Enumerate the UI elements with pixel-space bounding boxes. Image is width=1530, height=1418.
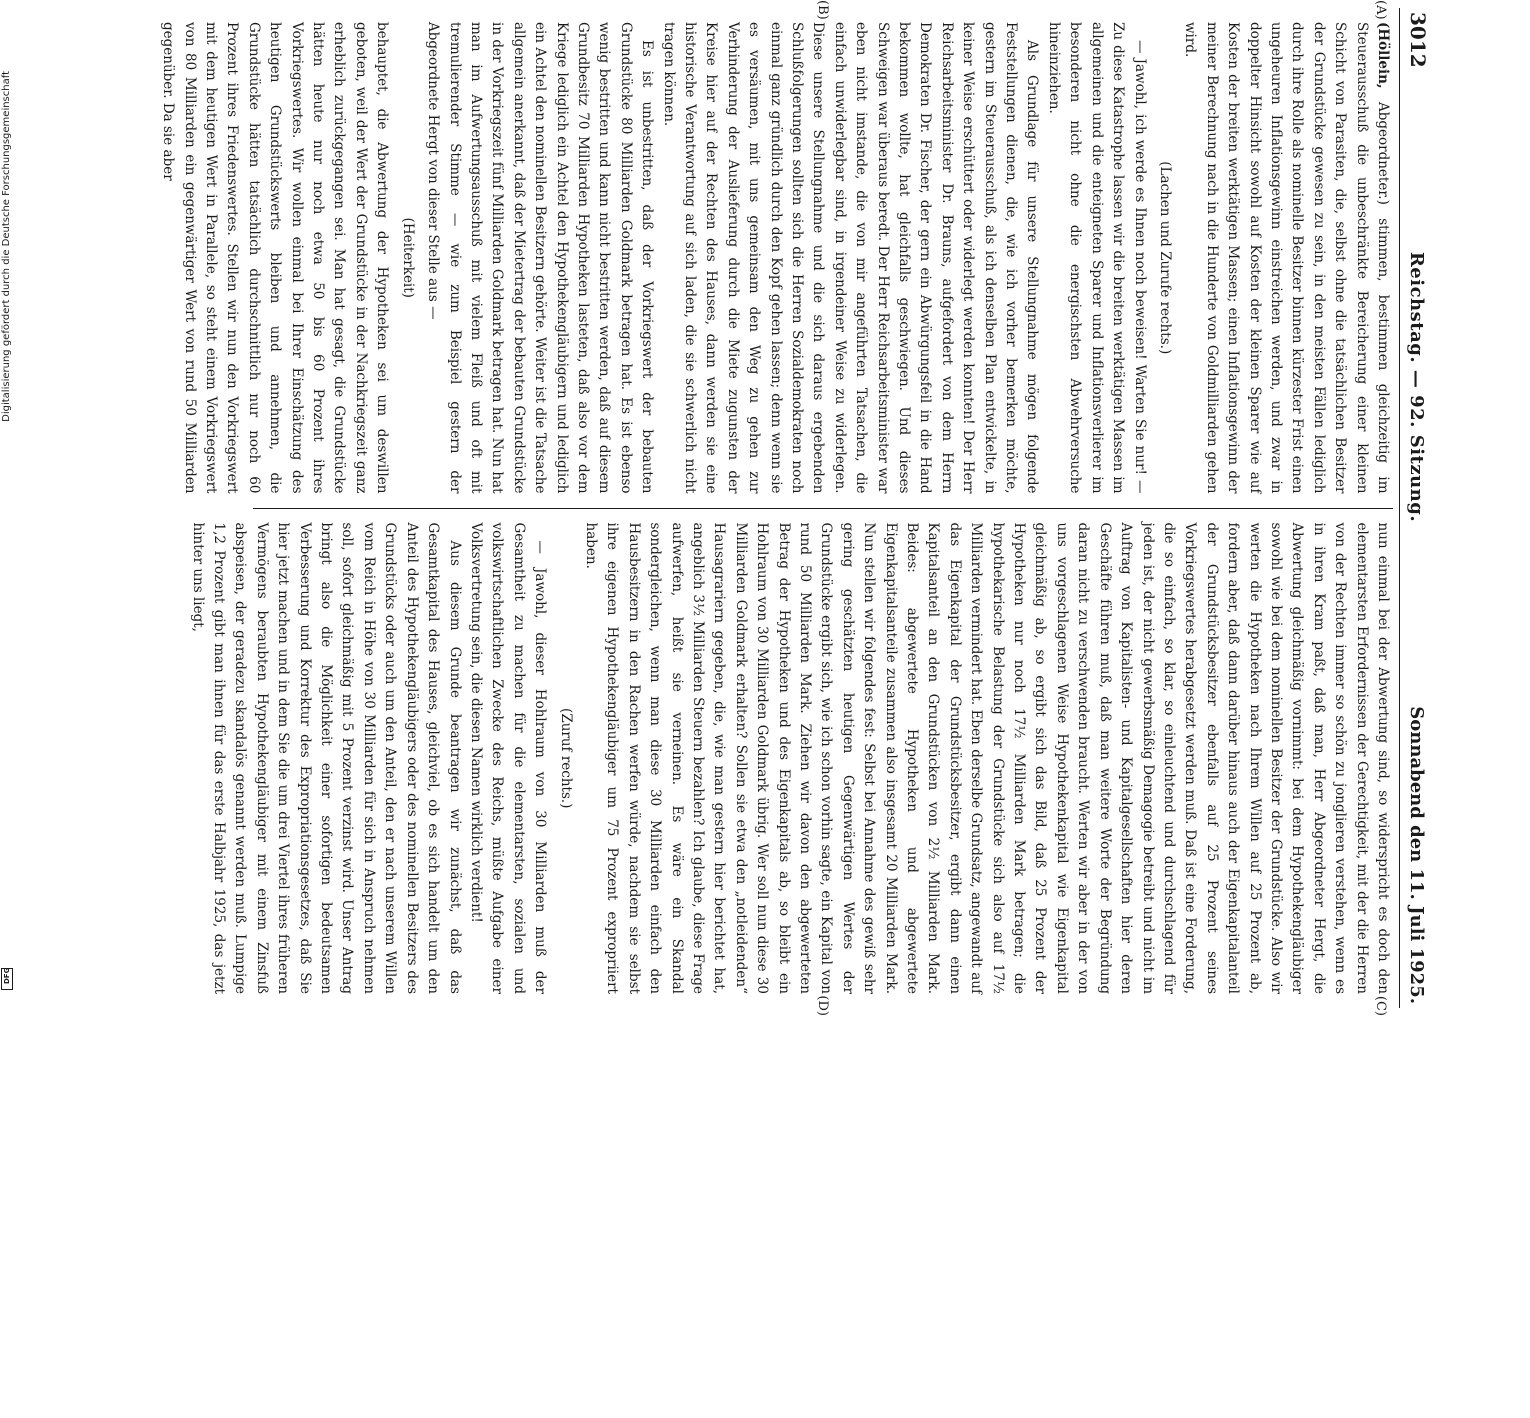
right-paragraph-3: Aus diesem Grunde beantragen wir zunächst, daß das Gesamtkapital des Hauses, gleichviel, ob es sich handelt um den Anteil des Hypothekengläubigers oder des nominellen Besitzers des Grundstücks oder auch um den Anteil, den er nach unserem Willen vom Reich in Höhe von 30 Milliarden für sich in Anspruch nehmen soll, sofort gleichmäßig mit 5 Prozent verzinst wird. Unser Antrag bringt also die Möglichkeit einer sofortigen bedeutsamen Verbesserung und Korrektur des Expropriationsgesetzes, daß Sie hier jetzt machen und in dem Sie die um drei Viertel ihres früheren Vermögens beraubten Hypothekengläubiger mit einem Zinsfuß abspeisen, der geradezu skandalös genannt werden muß. Lumpige 1,2 Prozent gibt man ihnen für das erste Halbjahr 1925, das jetzt hinter uns liegt, (189, 522, 463, 994)
speaker-role: Abgeordneter.) (1375, 101, 1391, 205)
margin-marker-a: (A) (1373, 0, 1388, 20)
digitization-notice (0, 0, 14, 1000)
left-paragraph-1 (1179, 22, 1393, 494)
left-column (160, 0, 1393, 508)
text-columns (160, 0, 1393, 1016)
left-paragraph-5: behauptet, die Abwertung der Hypotheken sei um deswillen geboten, weil der Wert der Grundstücke in der Nachkriegszeit ganz erheblich zurückgegangen sei. Man hat gesagt, die Grundstücke hätten heute nur noch etwa 50 bis 60 Prozent ihres Vorkriegswertes. Wir wollen einmal bei Ihrer Einschätzung des heutigen Grundstückswerts bleiben und annehmen, die Grundstücke hätten tatsächlich durchschnittlich nur noch 60 Prozent ihres Friedenswertes. Stellen wir nun den Vorkriegswert mit dem heutigen Wert in Parallele, so steht einem Vorkriegswert von 80 Milliarden ein gegenwärtiger Wert von rund 50 Milliarden gegenüber. Da sie aber (160, 22, 391, 494)
left-paragraph-4: Es ist unbestritten, daß der Vorkriegswert der bebauten Grundstücke 80 Milliarden Goldmark betragen hat. Es ist ebenso wenig bestritten und kann nicht bestritten werden, daß auf diesem Grundbesitz 70 Milliarden Hypotheken lasteten, daß also vor dem Kriege lediglich ein Achtel den Hypothekengläubigern und lediglich ein Achtel den nominellen Besitzern gehörte. Weiter ist die Tatsache allgemein anerkannt, daß der Mietertrag der bebauten Grundstücke in der Vorkriegszeit fünf Milliarden Goldmark betragen hat. Nun hat man im Aufwertungsausschuß mit vielem Fleiß und oft mit tremulierender Stimme — wie zum Beispiel gestern der Abgeordnete Hergt von dieser Stelle aus — (425, 22, 656, 494)
right-column (189, 508, 1393, 1016)
left-paragraph-1-text: stimmen, bestimmen gleichzeitig im Steuerausschuß die unbeschränkte Bereicherung einer kleinen Schicht von Parasiten, die, selbst ohne die tatsächlichen Besitzer der Grundstücke gewesen zu sein, in den meisten Fällen lediglich durch ihre Rolle als nominelle Besitzer binnen kürzester Frist einen ungeheuren Inflationsgewinn einstreichen werden, und zwar in doppelter Hinsicht sowohl auf Kosten der kleinen Sparer wie auf Kosten der breiten werktätigen Massen; einen Inflationsgewinn der meiner Berechnung nach in die Hunderte von Goldmilliarden gehen wird. (1182, 22, 1391, 494)
page-number: 3012 (1406, 12, 1430, 68)
page-title: Reichstag. — 92. Sitzung. (1406, 251, 1427, 523)
right-paragraph-2: — Jawohl, dieser Hohlraum von 30 Milliarden muß der Gesamtheit zu machen für die elementarsten, sozialen und volkswirtschaftlichen Zwecke des Reichs, müßte Aufgabe einer Volksvertretung sein, die diesen Namen wirklich verdient! (467, 522, 549, 994)
margin-marker-c: (C) (1373, 995, 1388, 1016)
session-date: Sonnabend den 11. Juli 1925. (1406, 706, 1427, 1004)
scanned-page (120, 0, 1430, 1418)
right-paragraph-1: nun einmal bei der Abwertung sind, so widerspricht es doch den elementarsten Erfordernissen der Gerechtigkeit, mit der die Herren von der Rechten immer so schön zu jonglieren verstehen, wenn es in ihren Kram paßt, daß man, Herr Abgeordneter Hergt, die Abwertung gleichmäßig vornimmt: bei dem Hypothekengläubiger sowohl wie bei dem nominellen Besitzer der Grundstücke. Also wir werten die Hypotheken nach Ihrem Willen auf 25 Prozent ab, fordern aber, daß dann darüber hinaus auch der Eigenkapitalanteil der Grundstücksbesitzer ebenfalls auf 25 Prozent seines Vorkriegswertes herabgesetzt werden muß. Daß ist eine Forderung, die so einfach, so klar, so einleuchtend und durchschlagend für jeden ist, der nicht gewerbsmäßig Demagogie betreibt und nicht im Auftrag von Kapitalisten- und Kapitalgesellschaften hier deren Geschäfte führen muß, daß man weitere Worte der Begründung daran nicht zu verschwenden braucht. Werten wir aber in der von uns vorgeschlagenen Weise Hypothekenkapital wie Eigenkapital gleichmäßig ab, so ergibt sich das Bild, daß 25 Prozent der Hypotheken nur noch 17½ Milliarden Mark betragen; die hypothekarische Belastung der Grundstücke sich also auf 17½ Milliarden vermindert hat. Eben derselbe Grundsatz, angewandt auf das Eigenkapital der Grundstücksbesitzer, ergibt dann einen Kapitalsanteil an den Grundstücken von 2½ Milliarden Mark. Beides: abgewertete Hypotheken und abgewertete Eigenkapitalsanteile zusammen also insgesamt 20 Milliarden Mark. Nun stellen wir folgendes fest: Selbst bei Annahme des gewiß sehr gering geschätzten heutigen Gegenwärtigen Wertes der Grundstücke ergibt sich, wie ich schon vorhin sagte, ein Kapital von rund 50 Milliarden Mark. Ziehen wir davon den abgewerteten Betrag der Hypotheken und des Eigenkapitals ab, so bleibt ein Hohlraum von 30 Milliarden Goldmark übrig. Wer soll nun diese 30 Milliarden Goldmark erhalten? Sollen sie etwa den „notleidenden“ Hausagrariern gegeben, die, wie man gestern hier berichtet hat, angeblich 3½ Milliarden Steuern bezahlen? Ich glaube, diese Frage aufwerfen, heißt sie verneinen. Es wäre ein Skandal sondergleichen, wenn man diese 30 Milliarden einfach den Hausbesitzern in den Rachen werfen würde, nachdem sie selbst ihre eigenen Hypothekengläubiger um 75 Prozent expropriiert haben. (582, 522, 1391, 994)
page-content (160, 0, 1430, 1016)
page-frame (120, 0, 1530, 1088)
margin-marker-d: (D) (815, 995, 830, 1016)
page-header (1399, 8, 1430, 1008)
digitization-notice-text: Digitalisierung gefördert durch die Deutsche Forschungsgemeinschaft (1, 71, 12, 422)
margin-marker-b: (B) (815, 0, 830, 20)
stage-direction: (Lachen und Zurufe rechts.) (1156, 161, 1173, 355)
dfg-logo-icon: DFG (1, 968, 13, 990)
left-paragraph-2: — Jawohl, ich werde es Ihnen noch beweisen! Warten Sie nur! — Zu diese Katastrophe lassen wir die breiten werktätigen Massen im allgemeinen und die enteigneten Sparer und Inflationsverlierer im besonderen nicht ohne die energischsten Abwehrversuche hineinziehen. (1045, 22, 1148, 494)
speaker-name: (Höllein, (1375, 22, 1391, 89)
left-paragraph-3: Als Grundlage für unsere Stellungnahme mögen folgende Feststellungen dienen, die, wie ich vorher bemerken möchte, gestern im Steuerausschuß, als ich denselben Plan entwickelte, in keiner Weise erschüttert oder widerlegt werden konnten! Der Herr Reichsarbeitsminister Dr. Brauns, aufgefordert von dem Herrn Demokraten Dr. Fischer, der gern ein Abwürgungsfeil in die Hand bekommen wollte, hat gleichfalls geschwiegen. Und dieses Schweigen war überaus beredt. Der Herr Reichsarbeitsminister war eben nicht imstande, die von mir angeführten Tatsachen, die einfach unwiderlegbar sind, in irgendeiner Weise zu widerlegen. Diese unsere Stellungnahme und die sich daraus ergebenden Schlußfolgerungen sollten sich die Herren Sozialdemokraten noch einmal ganz gründlich durch den Kopf gehen lassen; denn wenn sie es versäumen, mit uns gemeinsam den Weg zu gehen zur Verhinderung der Auslieferung durch die Miete zugunsten der Kreise hier auf der Rechten des Hauses, dann werden sie eine historische Verantwortung auf sich laden, die sie schwerlich nicht tragen können. (660, 22, 1041, 494)
stage-direction: (Zuruf rechts.) (557, 708, 574, 809)
stage-direction: (Heiterkeit) (399, 217, 416, 298)
